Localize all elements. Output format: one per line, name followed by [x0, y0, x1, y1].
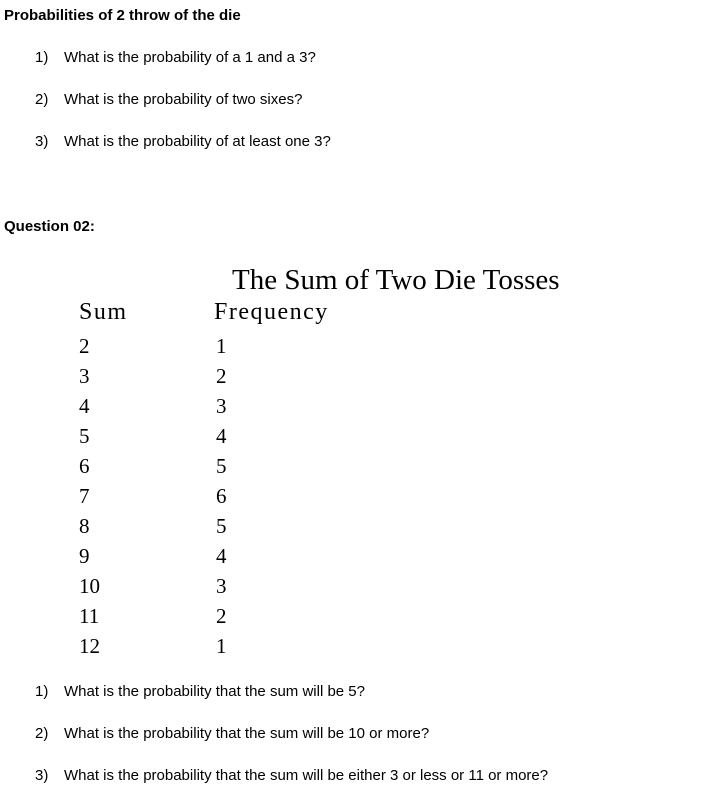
question-text: What is the probability of two sixes? — [64, 91, 303, 108]
question-text: What is the probability that the sum will be 5? — [64, 683, 365, 700]
question-number: 3) — [35, 133, 49, 150]
sum-cell: 9 — [79, 544, 90, 568]
question-number: 3) — [35, 767, 49, 784]
section2-title: Question 02: — [4, 218, 95, 235]
frequency-cell: 4 — [216, 544, 227, 568]
sum-cell: 2 — [79, 334, 90, 358]
frequency-cell: 3 — [216, 394, 227, 418]
question-item — [35, 767, 548, 785]
frequency-cell: 6 — [216, 484, 227, 508]
question-text: What is the probability that the sum will be either 3 or less or 11 or more? — [64, 767, 549, 784]
sum-cell: 5 — [79, 424, 90, 448]
question-item — [35, 133, 331, 151]
sum-cell: 6 — [79, 454, 90, 478]
sum-cell: 7 — [79, 484, 90, 508]
sum-cell: 12 — [79, 634, 100, 658]
frequency-cell: 5 — [216, 514, 227, 538]
sum-cell: 4 — [79, 394, 90, 418]
question-number: 1) — [35, 683, 49, 700]
sum-cell: 3 — [79, 364, 90, 388]
question-number: 1) — [35, 49, 49, 66]
frequency-column-header: Frequency — [214, 299, 329, 325]
sum-column — [79, 331, 100, 661]
frequency-cell: 1 — [216, 634, 227, 658]
question-text: What is the probability of a 1 and a 3? — [64, 49, 316, 66]
table-title: The Sum of Two Die Tosses — [232, 264, 560, 296]
frequency-column — [216, 331, 227, 661]
question-number: 2) — [35, 91, 49, 108]
frequency-cell: 4 — [216, 424, 227, 448]
question-text: What is the probability that the sum will be 10 or more? — [64, 725, 430, 742]
frequency-cell: 2 — [216, 364, 227, 388]
frequency-cell: 1 — [216, 334, 227, 358]
question-number: 2) — [35, 725, 49, 742]
question-item — [35, 49, 316, 67]
question-text: What is the probability of at least one 3? — [64, 133, 331, 150]
question-item — [35, 683, 365, 701]
sum-cell: 10 — [79, 574, 100, 598]
frequency-cell: 3 — [216, 574, 227, 598]
sum-column-header: Sum — [79, 299, 128, 325]
frequency-cell: 2 — [216, 604, 227, 628]
question-item — [35, 725, 429, 743]
sum-cell: 8 — [79, 514, 90, 538]
section1-title: Probabilities of 2 throw of the die — [4, 7, 241, 24]
sum-cell: 11 — [79, 604, 100, 628]
frequency-cell: 5 — [216, 454, 227, 478]
question-item — [35, 91, 302, 109]
